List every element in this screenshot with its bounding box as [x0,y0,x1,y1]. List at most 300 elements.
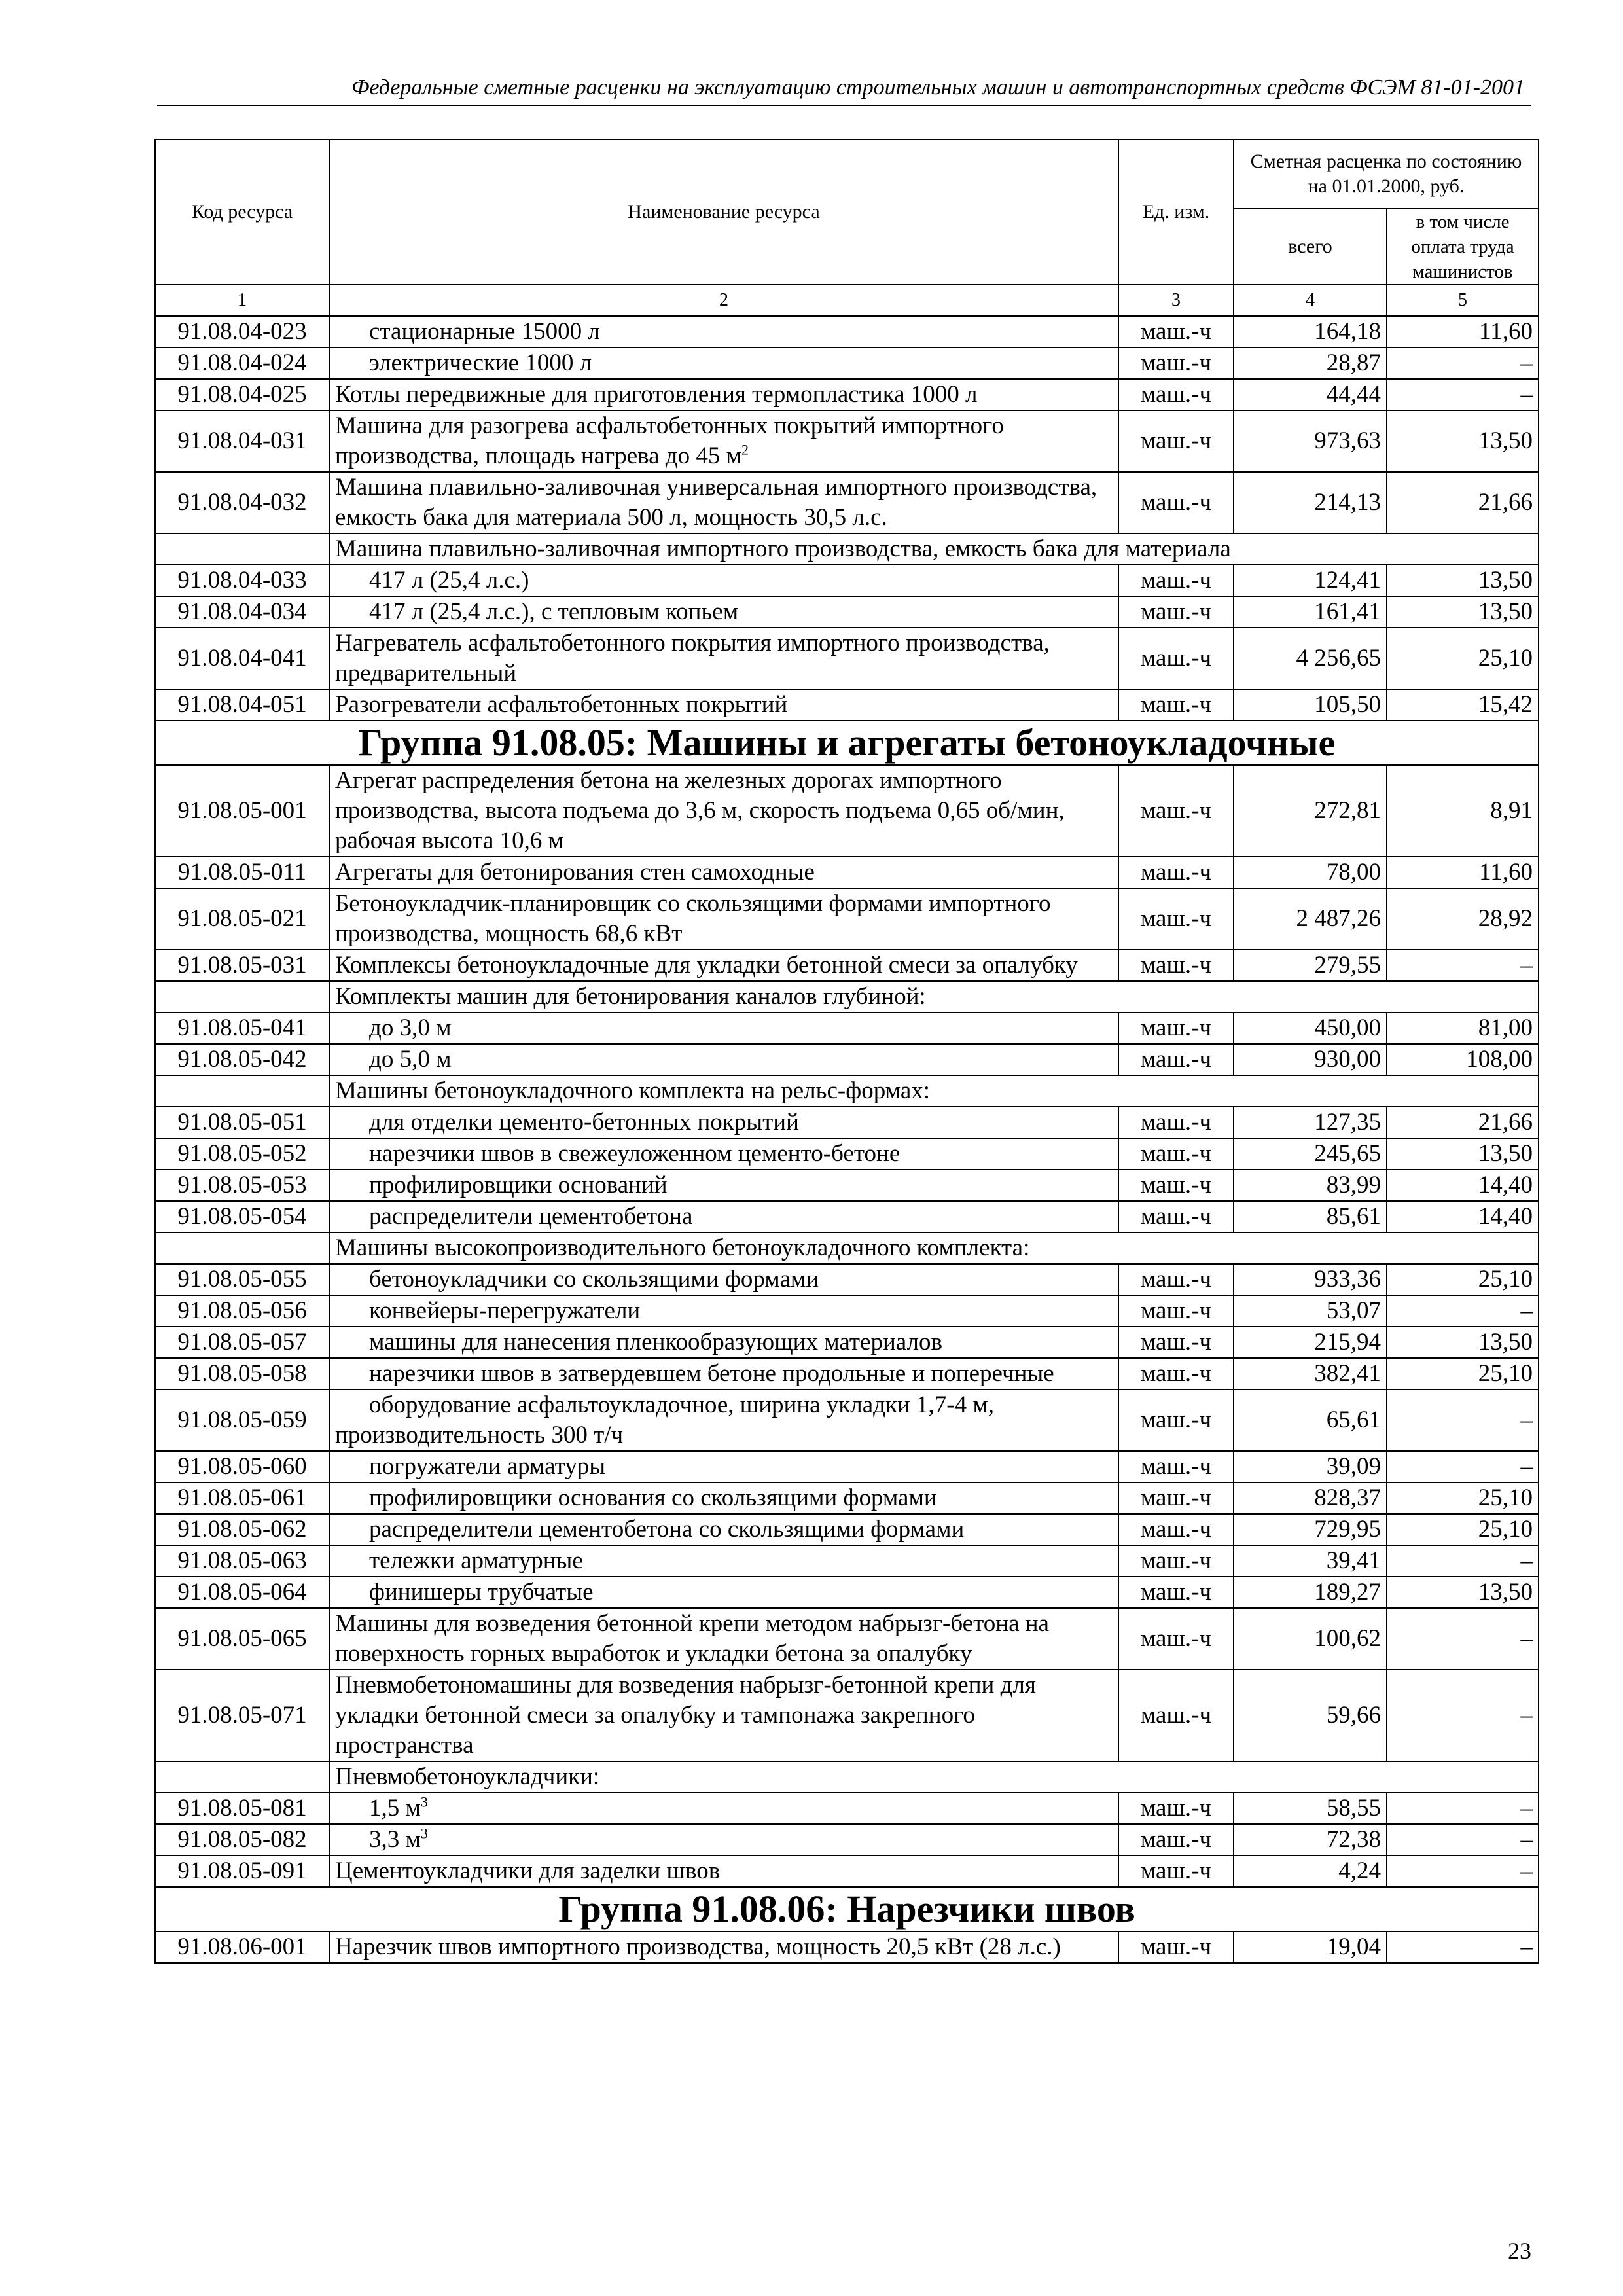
resource-code [155,1390,329,1451]
resource-code [155,765,329,857]
col-total-header: всего [1234,209,1387,285]
resource-name-text: Нарезчик швов импортного производства, мощность 20,5 кВт (28 л.с.) [335,1933,1061,1960]
page-header: Федеральные сметные расценки на эксплуатацию строительных машин и автотранспортных средств ФСЭМ 81-01-2001 [157,71,1531,106]
price-labor [1387,379,1539,410]
resource-name [329,596,1118,628]
unit-cell [1118,689,1234,721]
price-labor-text: 108,00 [1466,1046,1533,1073]
unit-cell-text: маш.-ч [1140,381,1212,408]
price-total [1234,1044,1387,1075]
subheading-row [155,1761,1539,1793]
price-total [1234,1577,1387,1608]
resource-code [155,596,329,628]
unit-cell [1118,565,1234,596]
table-body [155,316,1539,1963]
price-labor [1387,1793,1539,1824]
unit-cell-text: маш.-ч [1140,1826,1212,1853]
price-total [1234,1295,1387,1327]
price-labor [1387,950,1539,981]
resource-name [329,1138,1118,1170]
resource-name [329,1482,1118,1514]
unit-cell [1118,348,1234,379]
price-total-text: 65,61 [1326,1407,1381,1433]
unit-cell [1118,1482,1234,1514]
resource-code-text: 91.08.06-001 [177,1933,307,1960]
resource-code [155,1327,329,1358]
resource-code-text: 91.08.04-031 [177,427,307,454]
resource-name-text: конвейеры-перегружатели [369,1297,641,1324]
unit-cell-text: маш.-ч [1140,1407,1212,1433]
price-total-text: 2 487,26 [1296,905,1381,932]
resource-code-text: 91.08.05-071 [177,1702,307,1729]
resource-name [329,1856,1118,1887]
price-total-text: 933,36 [1314,1266,1381,1293]
price-labor-text: 13,50 [1478,598,1533,625]
price-labor [1387,1545,1539,1577]
price-labor [1387,1451,1539,1482]
table-row [155,765,1539,857]
table-row [155,1013,1539,1044]
price-total-text: 28,87 [1326,350,1381,376]
price-labor [1387,348,1539,379]
unit-cell [1118,410,1234,472]
price-total [1234,1170,1387,1201]
col-labor-header: в том числе оплата труда машинистов [1387,209,1539,285]
col-name-header: Наименование ресурса [329,139,1118,285]
unit-cell [1118,1044,1234,1075]
unit-cell-text: маш.-ч [1140,645,1212,672]
resource-code [155,1264,329,1295]
unit-cell-text: маш.-ч [1140,1140,1212,1167]
unit-cell-text: маш.-ч [1140,1297,1212,1324]
price-labor-text: 25,10 [1478,1266,1533,1293]
unit-cell [1118,628,1234,689]
resource-name-text: Агрегат распределения бетона на железных дорогах импортного производства, высота подъема до 3,6 м, скорость подъема 0,65 об/мин, рабочая высота 10,6 м [335,767,1065,854]
resource-code [155,888,329,950]
price-total-text: 828,37 [1314,1484,1381,1511]
price-total-text: 279,55 [1314,952,1381,978]
col-unit-header: Ед. изм. [1118,139,1234,285]
price-total-text: 382,41 [1314,1360,1381,1387]
unit-cell [1118,1670,1234,1761]
unit-cell [1118,1295,1234,1327]
subheading: Комплекты машин для бетонирования каналов глубиной: [329,981,1539,1013]
resource-name-text: Машина плавильно-заливочная универсальная импортного производства, емкость бака для материала 500 л, мощность 30,5 л.с. [335,474,1097,531]
price-total [1234,1138,1387,1170]
subheading: Машины бетоноукладочного комплекта на рельс-формах: [329,1075,1539,1107]
resource-code-text: 91.08.05-051 [177,1109,307,1136]
resource-code-text: 91.08.05-055 [177,1266,307,1293]
price-total-text: 72,38 [1326,1826,1381,1853]
unit-cell-text: маш.-ч [1140,1046,1212,1073]
price-total-text: 53,07 [1326,1297,1381,1324]
price-labor-text: 25,10 [1478,1484,1533,1511]
price-labor-text: 13,50 [1478,1329,1533,1355]
price-total [1234,1201,1387,1232]
price-total [1234,888,1387,950]
resource-code [155,316,329,348]
price-labor [1387,472,1539,533]
price-total-text: 272,81 [1314,797,1381,824]
resource-name [329,1358,1118,1390]
price-total-text: 85,61 [1326,1203,1381,1230]
price-total [1234,1482,1387,1514]
group-heading-row [155,721,1539,765]
price-labor [1387,1824,1539,1856]
price-labor-text: 21,66 [1478,489,1533,516]
resource-code-text: 91.08.04-041 [177,645,307,672]
table-row [155,1044,1539,1075]
price-total-text: 161,41 [1314,598,1381,625]
table-row [155,857,1539,888]
price-total [1234,1264,1387,1295]
resource-code [155,689,329,721]
price-labor [1387,1201,1539,1232]
price-labor-text: 28,92 [1478,905,1533,932]
price-labor [1387,689,1539,721]
resource-name [329,348,1118,379]
unit-cell-text: маш.-ч [1140,1547,1212,1574]
resource-code-text: 91.08.05-057 [177,1329,307,1355]
price-total-text: 164,18 [1314,318,1381,345]
price-total [1234,1327,1387,1358]
unit-cell-text: маш.-ч [1140,1933,1212,1960]
price-total-text: 127,35 [1314,1109,1381,1136]
price-labor-text: – [1520,1933,1533,1960]
unit-cell [1118,1514,1234,1545]
unit-cell [1118,888,1234,950]
price-total-text: 245,65 [1314,1140,1381,1167]
resource-name-text: Разогреватели асфальтобетонных покрытий [335,691,788,718]
table-row [155,1824,1539,1856]
unit-cell-text: маш.-ч [1140,1453,1212,1480]
price-total-text: 58,55 [1326,1795,1381,1821]
unit-cell-text: маш.-ч [1140,427,1212,454]
table-row [155,1545,1539,1577]
resource-name [329,950,1118,981]
unit-cell-text: маш.-ч [1140,1360,1212,1387]
price-labor [1387,1013,1539,1044]
price-labor [1387,1138,1539,1170]
resource-code [155,1358,329,1390]
price-total-text: 39,09 [1326,1453,1381,1480]
resource-code [155,1931,329,1963]
unit-cell [1118,379,1234,410]
resource-name-text: Цементоукладчики для заделки швов [335,1857,721,1884]
resource-code [155,533,329,565]
price-total [1234,1514,1387,1545]
resource-code [155,1670,329,1761]
price-labor-text: 13,50 [1478,427,1533,454]
table-row [155,1295,1539,1327]
unit-cell [1118,596,1234,628]
unit-cell-text: маш.-ч [1140,1702,1212,1729]
price-total [1234,348,1387,379]
price-total [1234,410,1387,472]
resource-code [155,628,329,689]
unit-cell [1118,1138,1234,1170]
resource-code-text: 91.08.05-021 [177,905,307,932]
price-labor-text: 11,60 [1479,859,1533,886]
price-labor-text: – [1520,952,1533,978]
price-labor-text: 14,40 [1478,1203,1533,1230]
price-labor-text: – [1520,1826,1533,1853]
superscript: 3 [420,1793,428,1810]
price-labor-text: – [1520,1795,1533,1821]
resource-name [329,1013,1118,1044]
resource-code-text: 91.08.05-061 [177,1484,307,1511]
price-labor-text: – [1520,381,1533,408]
unit-cell [1118,1201,1234,1232]
resource-code-text: 91.08.04-023 [177,318,307,345]
price-total-text: 59,66 [1326,1702,1381,1729]
resource-code-text: 91.08.05-031 [177,952,307,978]
resource-code [155,410,329,472]
unit-cell [1118,1856,1234,1887]
price-total [1234,1856,1387,1887]
table-row [155,1514,1539,1545]
resource-code-text: 91.08.04-024 [177,350,307,376]
price-total-text: 214,13 [1314,489,1381,516]
superscript: 2 [741,441,749,458]
resource-code [155,1856,329,1887]
unit-cell [1118,950,1234,981]
price-labor-text: – [1520,1625,1533,1652]
price-labor-text: 25,10 [1478,1360,1533,1387]
unit-cell-text: маш.-ч [1140,1579,1212,1605]
unit-cell [1118,1824,1234,1856]
table-row [155,1107,1539,1138]
unit-cell [1118,1931,1234,1963]
resource-code [155,1482,329,1514]
unit-cell [1118,472,1234,533]
resource-name [329,1608,1118,1670]
price-labor-text: – [1520,1702,1533,1729]
price-labor [1387,1358,1539,1390]
resource-code-text: 91.08.05-001 [177,797,307,824]
resource-name-text: профилировщики оснований [369,1172,668,1198]
resource-name [329,1264,1118,1295]
subheading-row [155,533,1539,565]
price-total [1234,1390,1387,1451]
resource-name-text: оборудование асфальтоукладочное, ширина укладки 1,7-4 м, производительность 300 т/ч [335,1391,995,1448]
price-labor [1387,1044,1539,1075]
price-total-text: 450,00 [1314,1014,1381,1041]
unit-cell [1118,1013,1234,1044]
resource-name [329,1044,1118,1075]
price-labor-text: 81,00 [1478,1014,1533,1041]
price-total [1234,689,1387,721]
group-heading: Группа 91.08.06: Нарезчики швов [155,1887,1539,1931]
table-row [155,1264,1539,1295]
resource-code-text: 91.08.05-059 [177,1407,307,1433]
col-index: 1 [155,285,329,316]
price-labor [1387,1670,1539,1761]
price-labor [1387,857,1539,888]
price-total-text: 78,00 [1326,859,1381,886]
resource-name [329,628,1118,689]
price-labor [1387,1931,1539,1963]
price-labor [1387,1390,1539,1451]
resource-name [329,1295,1118,1327]
subheading: Пневмобетоноукладчики: [329,1761,1539,1793]
resource-name [329,1451,1118,1482]
price-total-text: 83,99 [1326,1172,1381,1198]
resource-code-text: 91.08.05-081 [177,1795,307,1821]
unit-cell-text: маш.-ч [1140,489,1212,516]
price-total-text: 105,50 [1314,691,1381,718]
resource-name [329,1201,1118,1232]
unit-cell-text: маш.-ч [1140,598,1212,625]
table-row [155,472,1539,533]
table-row [155,1670,1539,1761]
resource-name [329,472,1118,533]
price-total-text: 4 256,65 [1296,645,1381,672]
price-total [1234,1545,1387,1577]
col-index: 5 [1387,285,1539,316]
resource-name-text: погружатели арматуры [369,1453,606,1480]
resource-name [329,1824,1118,1856]
unit-cell-text: маш.-ч [1140,1172,1212,1198]
unit-cell-text: маш.-ч [1140,1795,1212,1821]
unit-cell-text: маш.-ч [1140,691,1212,718]
subheading: Машина плавильно-заливочная импортного производства, емкость бака для материала [329,533,1539,565]
rates-table [154,139,1539,1964]
price-labor [1387,1295,1539,1327]
col-index: 3 [1118,285,1234,316]
col-index: 4 [1234,285,1387,316]
resource-name [329,1577,1118,1608]
resource-code [155,1044,329,1075]
col-code-header: Код ресурса [155,139,329,285]
resource-code-text: 91.08.05-060 [177,1453,307,1480]
resource-code-text: 91.08.05-063 [177,1547,307,1574]
table-row [155,565,1539,596]
price-labor [1387,1608,1539,1670]
price-labor [1387,1514,1539,1545]
resource-code-text: 91.08.05-062 [177,1516,307,1543]
table-row [155,950,1539,981]
resource-code [155,857,329,888]
resource-name-text: бетоноукладчики со скользящими формами [369,1266,819,1293]
unit-cell-text: маш.-ч [1140,1329,1212,1355]
resource-code [155,1514,329,1545]
unit-cell-text: маш.-ч [1140,1266,1212,1293]
price-labor-text: 8,91 [1490,797,1533,824]
price-total [1234,857,1387,888]
resource-code [155,1545,329,1577]
price-total-text: 39,41 [1326,1547,1381,1574]
unit-cell [1118,1170,1234,1201]
resource-name-text: профилировщики основания со скользящими формами [369,1484,937,1511]
price-labor-text: – [1520,350,1533,376]
resource-code-text: 91.08.04-025 [177,381,307,408]
resource-name-text: Бетоноукладчик-планировщик со скользящими формами импортного производства, мощность 68,6 кВт [335,890,1051,947]
table-row [155,888,1539,950]
table-row [155,379,1539,410]
unit-cell [1118,1358,1234,1390]
unit-cell [1118,1390,1234,1451]
resource-name [329,1545,1118,1577]
price-labor-text: 13,50 [1478,567,1533,594]
resource-name-text: до 3,0 м [369,1014,452,1041]
resource-name [329,1931,1118,1963]
price-labor [1387,888,1539,950]
resource-code-text: 91.08.04-051 [177,691,307,718]
resource-code [155,1201,329,1232]
price-total [1234,765,1387,857]
resource-name [329,1514,1118,1545]
unit-cell [1118,1107,1234,1138]
resource-code [155,981,329,1013]
price-total [1234,1358,1387,1390]
resource-name-text: 417 л (25,4 л.с.) [369,567,529,594]
resource-name-text: 417 л (25,4 л.с.), с тепловым копьем [369,598,739,625]
resource-code-text: 91.08.05-082 [177,1826,307,1853]
resource-name [329,689,1118,721]
subheading-row [155,981,1539,1013]
resource-name-text: распределители цементобетона [369,1203,693,1230]
resource-name [329,379,1118,410]
resource-code [155,1608,329,1670]
resource-code-text: 91.08.04-032 [177,489,307,516]
resource-name-text: стационарные 15000 л [369,318,600,345]
unit-cell-text: маш.-ч [1140,1014,1212,1041]
price-total-text: 4,24 [1338,1857,1381,1884]
resource-code [155,1138,329,1170]
unit-cell [1118,765,1234,857]
table-row [155,596,1539,628]
resource-code [155,1793,329,1824]
resource-code [155,1107,329,1138]
table-row [155,1793,1539,1824]
resource-name-text: Комплексы бетоноукладочные для укладки бетонной смеси за опалубку [335,952,1078,978]
unit-cell-text: маш.-ч [1140,797,1212,824]
table-row [155,1856,1539,1887]
price-labor [1387,410,1539,472]
unit-cell [1118,1545,1234,1577]
price-total [1234,628,1387,689]
unit-cell-text: маш.-ч [1140,318,1212,345]
resource-name-text: Нагреватель асфальтобетонного покрытия импортного производства, предварительный [335,630,1050,687]
price-total-text: 19,04 [1326,1933,1381,1960]
price-labor [1387,316,1539,348]
table-row [155,1482,1539,1514]
table-row [155,1390,1539,1451]
price-labor-text: 13,50 [1478,1579,1533,1605]
resource-code-text: 91.08.05-065 [177,1625,307,1652]
resource-name [329,1107,1118,1138]
resource-code [155,472,329,533]
resource-name [329,1670,1118,1761]
price-labor [1387,1170,1539,1201]
price-total-text: 189,27 [1314,1579,1381,1605]
price-total [1234,1451,1387,1482]
price-total [1234,1013,1387,1044]
resource-code [155,1295,329,1327]
resource-name-text: нарезчики швов в свежеуложенном цементо-бетоне [369,1140,901,1167]
price-total-text: 100,62 [1314,1625,1381,1652]
resource-code [155,348,329,379]
price-labor-text: 14,40 [1478,1172,1533,1198]
resource-code [155,1232,329,1264]
table-row [155,628,1539,689]
resource-code-text: 91.08.05-064 [177,1579,307,1605]
resource-code [155,379,329,410]
price-labor [1387,1577,1539,1608]
unit-cell [1118,857,1234,888]
unit-cell-text: маш.-ч [1140,905,1212,932]
